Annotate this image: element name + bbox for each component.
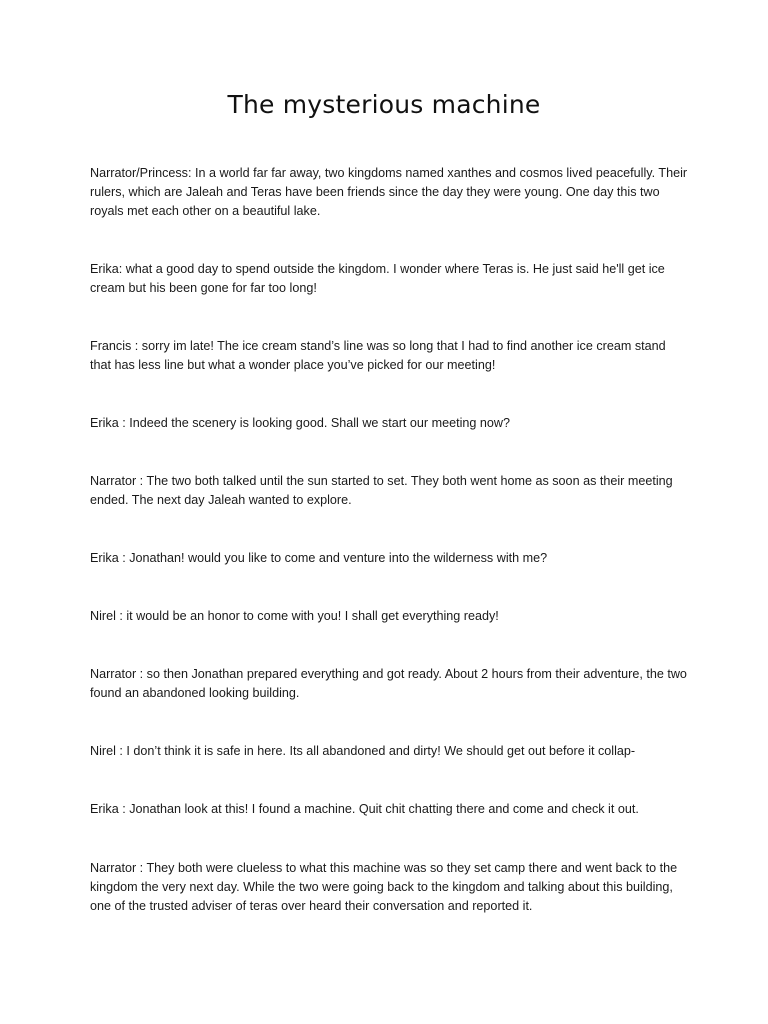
paragraph-narrator-2: Narrator : The two both talked until the sun started to set. They both went home as soon as their meeting ended. The next day Jaleah wanted to explore. — [90, 474, 673, 507]
paragraph-nirel-2: Nirel : I don’t think it is safe in here. Its all abandoned and dirty! We should get out before it collap- — [90, 744, 636, 758]
paragraph-erika-4: Erika : Jonathan look at this! I found a machine. Quit chit chatting there and come and check it out. — [90, 802, 639, 816]
document-title: The mysterious machine — [227, 90, 541, 119]
paragraph-narrator-intro: Narrator/Princess: In a world far far away, two kingdoms named xanthes and cosmos lived peacefully. Their rulers, which are Jaleah and Teras have been friends since the day they were young. One day this two royals met each other on a beautiful lake. — [90, 166, 688, 218]
paragraph-erika-3: Erika : Jonathan! would you like to come and venture into the wilderness with me? — [90, 551, 548, 565]
paragraph-narrator-4: Narrator : They both were clueless to what this machine was so they set camp there and went back to the kingdom the very next day. While the two were going back to the kingdom and talking about this building, one of the trusted adviser of teras over heard their conversation and reported it. — [90, 861, 678, 913]
paragraph-francis: Francis : sorry im late! The ice cream stand’s line was so long that I had to find another ice cream stand that has less line but what a wonder place you’ve picked for our meeting! — [90, 339, 666, 372]
paragraph-erika-2: Erika : Indeed the scenery is looking good. Shall we start our meeting now? — [90, 416, 511, 430]
paragraph-erika-1: Erika: what a good day to spend outside the kingdom. I wonder where Teras is. He just said he'll get ice cream but his been gone for far too long! — [90, 262, 665, 295]
paragraph-narrator-3: Narrator : so then Jonathan prepared everything and got ready. About 2 hours from their adventure, the two found an abandoned looking building. — [90, 667, 687, 700]
paragraph-nirel-1: Nirel : it would be an honor to come with you! I shall get everything ready! — [90, 609, 499, 623]
